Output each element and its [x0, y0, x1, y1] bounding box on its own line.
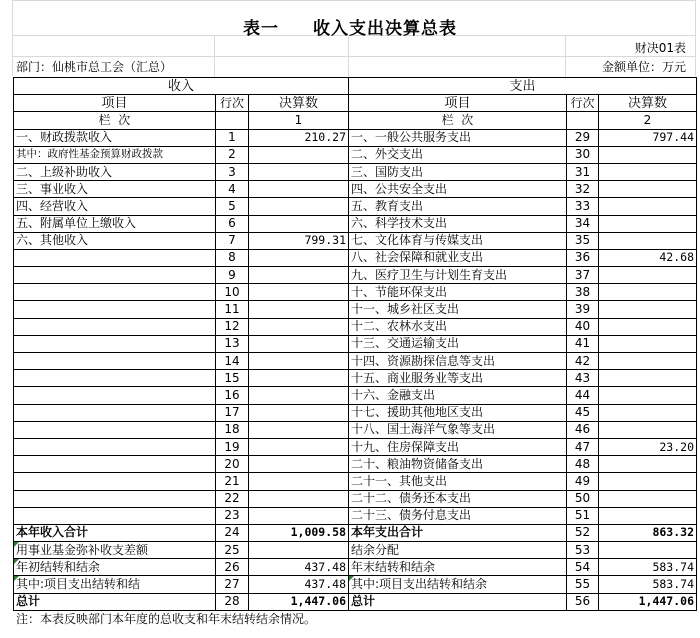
income-item-cell: 一、财政拨款收入 — [14, 129, 216, 146]
income-item-cell — [14, 318, 216, 335]
expense-amount-cell — [599, 163, 697, 180]
expense-rowno-cell: 43 — [567, 370, 599, 387]
page-title — [0, 14, 700, 39]
expense-rowno-cell: 54 — [567, 559, 599, 576]
income-rowno-cell: 4 — [216, 181, 249, 198]
income-amount-cell — [249, 198, 349, 215]
income-rowno-cell: 9 — [216, 267, 249, 284]
expense-item-cell: 十六、金融支出 — [349, 387, 567, 404]
table-row — [14, 473, 697, 490]
table-header-row — [14, 95, 697, 112]
expense-rowno-header: 行次 — [567, 95, 599, 112]
income-amount-cell — [249, 181, 349, 198]
expense-item-cell: 十二、农林水支出 — [349, 318, 567, 335]
expense-rowno-cell: 47 — [567, 438, 599, 455]
title-prefix: 表一 — [243, 19, 279, 39]
income-amount-cell — [249, 387, 349, 404]
expense-amount-cell — [599, 318, 697, 335]
income-item-cell: 其中:项目支出结转和结 — [14, 576, 216, 593]
table-row — [14, 387, 697, 404]
expense-rowno-cell: 52 — [567, 524, 599, 541]
income-rowno-cell: 19 — [216, 438, 249, 455]
expense-rowno-cell: 30 — [567, 146, 599, 163]
income-item-cell — [14, 404, 216, 421]
expense-item-cell: 十九、住房保障支出 — [349, 438, 567, 455]
expense-rowno-cell: 40 — [567, 318, 599, 335]
income-rowno-header: 行次 — [216, 95, 249, 112]
income-amount-cell: 210.27 — [249, 129, 349, 146]
expense-amount-cell — [599, 421, 697, 438]
income-rowno-cell: 21 — [216, 473, 249, 490]
expense-rowno-cell: 44 — [567, 387, 599, 404]
expense-rowno-cell: 32 — [567, 181, 599, 198]
expense-item-header: 项目 — [349, 95, 567, 112]
table-row — [14, 163, 697, 180]
income-header: 收入 — [14, 78, 349, 95]
income-item-cell: 本年收入合计 — [14, 524, 216, 541]
expense-item-cell: 一、一般公共服务支出 — [349, 129, 567, 146]
expense-column-label: 栏 次 — [349, 112, 567, 129]
table-row — [14, 370, 697, 387]
income-item-header: 项目 — [14, 95, 216, 112]
expense-item-cell: 二十三、债务付息支出 — [349, 507, 567, 524]
grid-line — [12, 56, 696, 57]
income-rowno-cell: 6 — [216, 215, 249, 232]
expense-item-cell: 五、教育支出 — [349, 198, 567, 215]
income-amount-cell: 437.48 — [249, 576, 349, 593]
income-item-cell: 六、其他收入 — [14, 232, 216, 249]
income-item-cell — [14, 473, 216, 490]
expense-item-cell: 二、外交支出 — [349, 146, 567, 163]
form-number: 财决01表 — [634, 41, 686, 55]
grid-line — [12, 0, 696, 1]
table-header-row — [14, 112, 697, 129]
expense-amount-cell — [599, 387, 697, 404]
expense-amount-cell: 23.20 — [599, 438, 697, 455]
expense-rowno-cell: 37 — [567, 267, 599, 284]
income-amount-cell — [249, 507, 349, 524]
income-rowno-cell: 10 — [216, 284, 249, 301]
income-amount-cell — [249, 215, 349, 232]
expense-item-cell: 七、文化体育与传媒支出 — [349, 232, 567, 249]
income-amount-cell: 1,009.58 — [249, 524, 349, 541]
income-amount-cell — [249, 249, 349, 266]
income-amount-cell — [249, 318, 349, 335]
expense-item-cell: 二十一、其他支出 — [349, 473, 567, 490]
carryover-row — [14, 559, 697, 576]
expense-item-cell: 十三、交通运输支出 — [349, 335, 567, 352]
expense-amount-cell — [599, 181, 697, 198]
expense-item-cell: 其中:项目支出结转和结余 — [349, 576, 567, 593]
table-row — [14, 301, 697, 318]
expense-item-cell: 四、公共安全支出 — [349, 181, 567, 198]
income-rowno-cell: 18 — [216, 421, 249, 438]
income-column-label: 栏 次 — [14, 112, 216, 129]
table-row — [14, 181, 697, 198]
expense-rowno-cell: 53 — [567, 542, 599, 559]
income-item-cell — [14, 301, 216, 318]
expense-item-cell: 结余分配 — [349, 542, 567, 559]
footnote: 注：本表反映部门本年度的总收支和年末结转结余情况。 — [16, 612, 317, 626]
table-row — [14, 507, 697, 524]
income-item-cell — [14, 249, 216, 266]
expense-amount-cell — [599, 198, 697, 215]
expense-amount-cell — [599, 301, 697, 318]
expense-amount-cell — [599, 507, 697, 524]
expense-amount-cell — [599, 267, 697, 284]
income-column-number: 1 — [249, 112, 349, 129]
income-rowno-cell: 16 — [216, 387, 249, 404]
carryover-row — [14, 576, 697, 593]
income-rowno-cell: 26 — [216, 559, 249, 576]
income-amount-cell: 799.31 — [249, 232, 349, 249]
income-amount-cell: 1,447.06 — [249, 593, 349, 610]
income-amount-cell — [249, 335, 349, 352]
income-rowno-cell: 28 — [216, 593, 249, 610]
income-rowno-blank — [216, 112, 249, 129]
expense-amount-cell: 1,447.06 — [599, 593, 697, 610]
income-item-cell — [14, 507, 216, 524]
income-item-cell: 其中：政府性基金预算财政拨款 — [14, 146, 216, 163]
expense-amount-cell: 797.44 — [599, 129, 697, 146]
expense-item-cell: 总计 — [349, 593, 567, 610]
expense-item-cell: 八、社会保障和就业支出 — [349, 249, 567, 266]
expense-amount-header: 决算数 — [599, 95, 697, 112]
expense-item-cell: 三、国防支出 — [349, 163, 567, 180]
expense-rowno-cell: 42 — [567, 353, 599, 370]
expense-item-cell: 本年支出合计 — [349, 524, 567, 541]
income-rowno-cell: 8 — [216, 249, 249, 266]
table-row — [14, 198, 697, 215]
expense-rowno-cell: 50 — [567, 490, 599, 507]
income-rowno-cell: 25 — [216, 542, 249, 559]
income-rowno-cell: 15 — [216, 370, 249, 387]
income-amount-cell — [249, 146, 349, 163]
expense-item-cell: 九、医疗卫生与计划生育支出 — [349, 267, 567, 284]
income-item-cell: 用事业基金弥补收支差额 — [14, 542, 216, 559]
table-row — [14, 421, 697, 438]
expense-item-cell: 十五、商业服务业等支出 — [349, 370, 567, 387]
expense-amount-cell — [599, 490, 697, 507]
income-amount-cell — [249, 421, 349, 438]
income-item-cell — [14, 370, 216, 387]
income-rowno-cell: 20 — [216, 456, 249, 473]
expense-rowno-cell: 36 — [567, 249, 599, 266]
income-rowno-cell: 2 — [216, 146, 249, 163]
income-rowno-cell: 12 — [216, 318, 249, 335]
table-row — [14, 146, 697, 163]
income-amount-cell — [249, 284, 349, 301]
expense-rowno-cell: 56 — [567, 593, 599, 610]
expense-item-cell: 六、科学技术支出 — [349, 215, 567, 232]
expense-rowno-cell: 34 — [567, 215, 599, 232]
income-rowno-cell: 27 — [216, 576, 249, 593]
income-item-cell: 三、事业收入 — [14, 181, 216, 198]
income-amount-cell — [249, 163, 349, 180]
income-amount-cell — [249, 353, 349, 370]
income-item-cell: 总计 — [14, 593, 216, 610]
income-item-cell: 四、经营收入 — [14, 198, 216, 215]
expense-rowno-cell: 31 — [567, 163, 599, 180]
expense-rowno-cell: 29 — [567, 129, 599, 146]
income-amount-cell — [249, 473, 349, 490]
expense-item-cell: 年末结转和结余 — [349, 559, 567, 576]
income-item-cell — [14, 490, 216, 507]
income-item-cell: 二、上级补助收入 — [14, 163, 216, 180]
table-row — [14, 353, 697, 370]
income-amount-cell — [249, 404, 349, 421]
income-rowno-cell: 11 — [216, 301, 249, 318]
expense-amount-cell — [599, 542, 697, 559]
table-row — [14, 215, 697, 232]
expense-amount-cell — [599, 215, 697, 232]
expense-amount-cell — [599, 335, 697, 352]
income-amount-cell — [249, 456, 349, 473]
department-label: 部门：仙桃市总工会（汇总） — [16, 60, 173, 74]
table-row — [14, 438, 697, 455]
income-amount-cell — [249, 438, 349, 455]
expense-amount-cell: 863.32 — [599, 524, 697, 541]
year-total-row — [14, 524, 697, 541]
income-item-cell — [14, 335, 216, 352]
income-amount-cell — [249, 490, 349, 507]
expense-rowno-cell: 41 — [567, 335, 599, 352]
table-header-row — [14, 78, 697, 95]
table-row — [14, 249, 697, 266]
income-item-cell: 年初结转和结余 — [14, 559, 216, 576]
expense-amount-cell — [599, 456, 697, 473]
expense-rowno-cell: 48 — [567, 456, 599, 473]
income-rowno-cell: 5 — [216, 198, 249, 215]
income-amount-cell — [249, 267, 349, 284]
table-row — [14, 232, 697, 249]
income-item-cell — [14, 421, 216, 438]
income-item-cell — [14, 456, 216, 473]
expense-amount-cell — [599, 404, 697, 421]
expense-rowno-cell: 51 — [567, 507, 599, 524]
expense-rowno-cell: 49 — [567, 473, 599, 490]
income-rowno-cell: 3 — [216, 163, 249, 180]
income-rowno-cell: 22 — [216, 490, 249, 507]
carryover-row — [14, 542, 697, 559]
table-row — [14, 284, 697, 301]
income-item-cell — [14, 284, 216, 301]
expense-amount-cell — [599, 232, 697, 249]
expense-amount-cell — [599, 353, 697, 370]
income-item-cell: 五、附属单位上缴收入 — [14, 215, 216, 232]
income-rowno-cell: 23 — [216, 507, 249, 524]
expense-item-cell: 二十、粮油物资储备支出 — [349, 456, 567, 473]
expense-item-cell: 十一、城乡社区支出 — [349, 301, 567, 318]
table-row — [14, 318, 697, 335]
expense-rowno-cell: 33 — [567, 198, 599, 215]
expense-amount-cell — [599, 370, 697, 387]
income-amount-cell — [249, 370, 349, 387]
income-amount-cell — [249, 301, 349, 318]
expense-rowno-cell: 35 — [567, 232, 599, 249]
expense-item-cell: 二十二、债务还本支出 — [349, 490, 567, 507]
expense-rowno-cell: 55 — [567, 576, 599, 593]
unit-label: 金额单位：万元 — [601, 60, 686, 74]
expense-item-cell: 十、节能环保支出 — [349, 284, 567, 301]
summary-table — [13, 77, 697, 611]
table-row — [14, 456, 697, 473]
income-rowno-cell: 7 — [216, 232, 249, 249]
expense-rowno-cell: 45 — [567, 404, 599, 421]
expense-amount-cell — [599, 146, 697, 163]
income-rowno-cell: 24 — [216, 524, 249, 541]
income-rowno-cell: 1 — [216, 129, 249, 146]
expense-column-number: 2 — [599, 112, 697, 129]
income-item-cell — [14, 267, 216, 284]
income-amount-header: 决算数 — [249, 95, 349, 112]
expense-rowno-blank — [567, 112, 599, 129]
income-rowno-cell: 17 — [216, 404, 249, 421]
income-item-cell — [14, 438, 216, 455]
expense-rowno-cell: 39 — [567, 301, 599, 318]
expense-amount-cell: 583.74 — [599, 559, 697, 576]
expense-rowno-cell: 46 — [567, 421, 599, 438]
expense-amount-cell — [599, 473, 697, 490]
table-row — [14, 404, 697, 421]
table-row — [14, 490, 697, 507]
expense-item-cell: 十八、国土海洋气象等支出 — [349, 421, 567, 438]
expense-amount-cell — [599, 284, 697, 301]
expense-rowno-cell: 38 — [567, 284, 599, 301]
income-item-cell — [14, 387, 216, 404]
expense-amount-cell: 583.74 — [599, 576, 697, 593]
grand-total-row — [14, 593, 697, 610]
expense-amount-cell: 42.68 — [599, 249, 697, 266]
income-item-cell — [14, 353, 216, 370]
income-amount-cell: 437.48 — [249, 559, 349, 576]
table-row — [14, 129, 697, 146]
income-rowno-cell: 14 — [216, 353, 249, 370]
table-row — [14, 335, 697, 352]
expense-item-cell: 十七、援助其他地区支出 — [349, 404, 567, 421]
title-main: 收入支出决算总表 — [313, 19, 457, 39]
table-row — [14, 267, 697, 284]
income-amount-cell — [249, 542, 349, 559]
expense-header: 支出 — [349, 78, 697, 95]
expense-item-cell: 十四、资源勘探信息等支出 — [349, 353, 567, 370]
income-rowno-cell: 13 — [216, 335, 249, 352]
